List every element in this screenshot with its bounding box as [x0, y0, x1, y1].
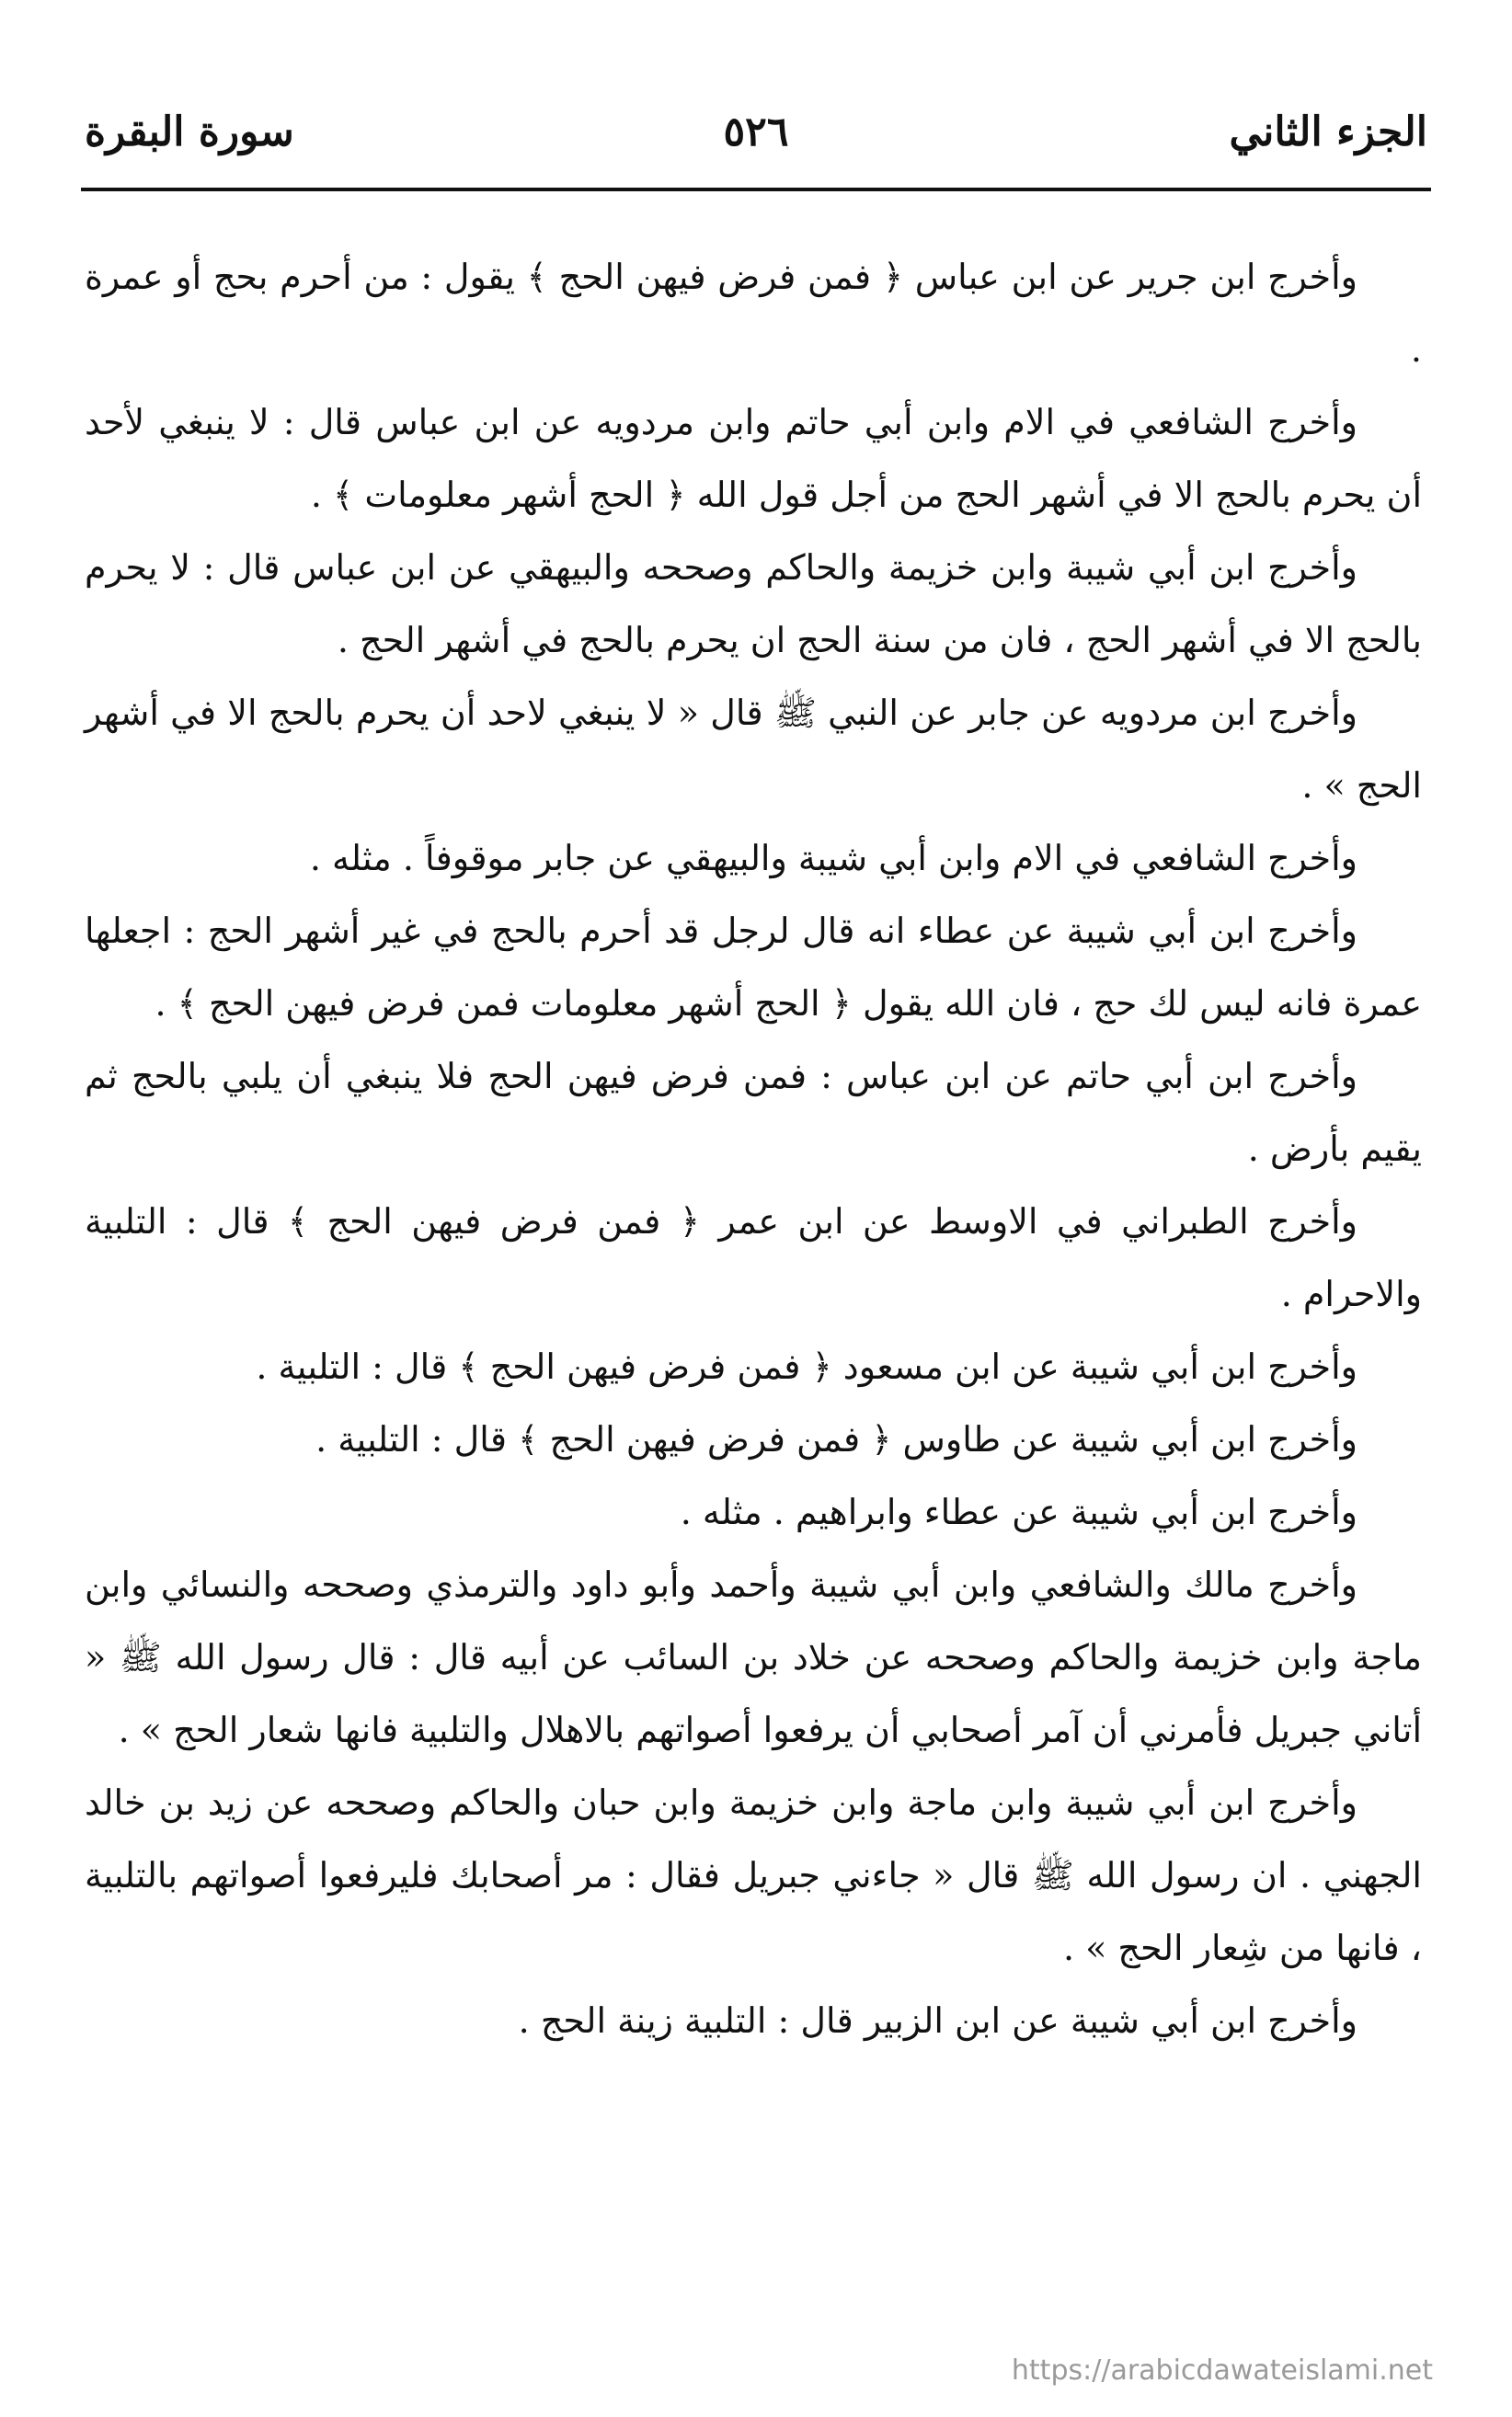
- paragraph: وأخرج الشافعي في الام وابن أبي شيبة والبيهقي عن جابر موقوفاً . مثله .: [309, 838, 1357, 878]
- paragraph: وأخرج ابن أبي شيبة وابن ماجة وابن خزيمة وابن حبان والحاكم وصححه عن زيد بن خالد الجهني . ان رسول الله ﷺ قال « جاءني جبريل فقال : مر أصحابك فليرفعوا أصواتهم بالتلبية ، فانها من شِعار الحج » .: [85, 1782, 1422, 1968]
- page-number: ٥٢٦: [723, 109, 789, 155]
- paragraph: وأخرج ابن أبي شيبة عن ابن مسعود ﴿ فمن فرض فيهن الحج ﴾ قال : التلبية .: [256, 1346, 1357, 1387]
- page-body: [85, 241, 1422, 2057]
- paragraph: وأخرج مالك والشافعي وابن أبي شيبة وأحمد وأبو داود والترمذي وصححه والنسائي وابن ماجة وابن خزيمة والحاكم وصححه عن خلاد بن السائب عن أبيه قال : قال رسول الله ﷺ « أتاني جبريل فأمرني أن آمر أصحابي أن يرفعوا أصواتهم بالاهلال والتلبية فانها شعار الحج » .: [85, 1564, 1422, 1750]
- surah-title: سورة البقرة: [85, 109, 294, 155]
- part-title: الجزء الثاني: [1229, 109, 1427, 155]
- paragraph: وأخرج ابن أبي شيبة عن عطاء وابراهيم . مثله .: [680, 1492, 1357, 1532]
- paragraph: وأخرج ابن أبي شيبة عن عطاء انه قال لرجل قد أحرم بالحج في غير أشهر الحج : اجعلها عمرة فانه ليس لك حج ، فان الله يقول ﴿ الحج أشهر معلومات فمن فرض فيهن الحج ﴾ .: [85, 911, 1422, 1024]
- paragraph: وأخرج الشافعي في الام وابن أبي حاتم وابن مردويه عن ابن عباس قال : لا ينبغي لأحد أن يحرم بالحج الا في أشهر الحج من أجل قول الله ﴿ الحج أشهر معلومات ﴾ .: [85, 402, 1422, 515]
- paragraph: وأخرج ابن أبي حاتم عن ابن عباس : فمن فرض فيهن الحج فلا ينبغي أن يلبي بالحج ثم يقيم بأرض .: [85, 1056, 1422, 1169]
- header-divider: [81, 188, 1431, 191]
- paragraph: وأخرج ابن أبي شيبة عن ابن الزبير قال : التلبية زينة الحج .: [518, 2000, 1357, 2041]
- paragraph: وأخرج الطبراني في الاوسط عن ابن عمر ﴿ فمن فرض فيهن الحج ﴾ قال : التلبية والاحرام .: [85, 1201, 1422, 1314]
- paragraph: وأخرج ابن جرير عن ابن عباس ﴿ فمن فرض فيهن الحج ﴾ يقول : من أحرم بحج أو عمرة .: [85, 257, 1422, 370]
- page-header: [85, 109, 1427, 173]
- watermark-url: https://arabicdawateislami.net: [1011, 2354, 1433, 2387]
- paragraph: وأخرج ابن أبي شيبة عن طاوس ﴿ فمن فرض فيهن الحج ﴾ قال : التلبية .: [315, 1419, 1357, 1460]
- paragraph: وأخرج ابن مردويه عن جابر عن النبي ﷺ قال « لا ينبغي لاحد أن يحرم بالحج الا في أشهر الحج » .: [85, 693, 1422, 806]
- paragraph: وأخرج ابن أبي شيبة وابن خزيمة والحاكم وصححه والبيهقي عن ابن عباس قال : لا يحرم بالحج الا في أشهر الحج ، فان من سنة الحج ان يحرم بالحج في أشهر الحج .: [85, 547, 1422, 660]
